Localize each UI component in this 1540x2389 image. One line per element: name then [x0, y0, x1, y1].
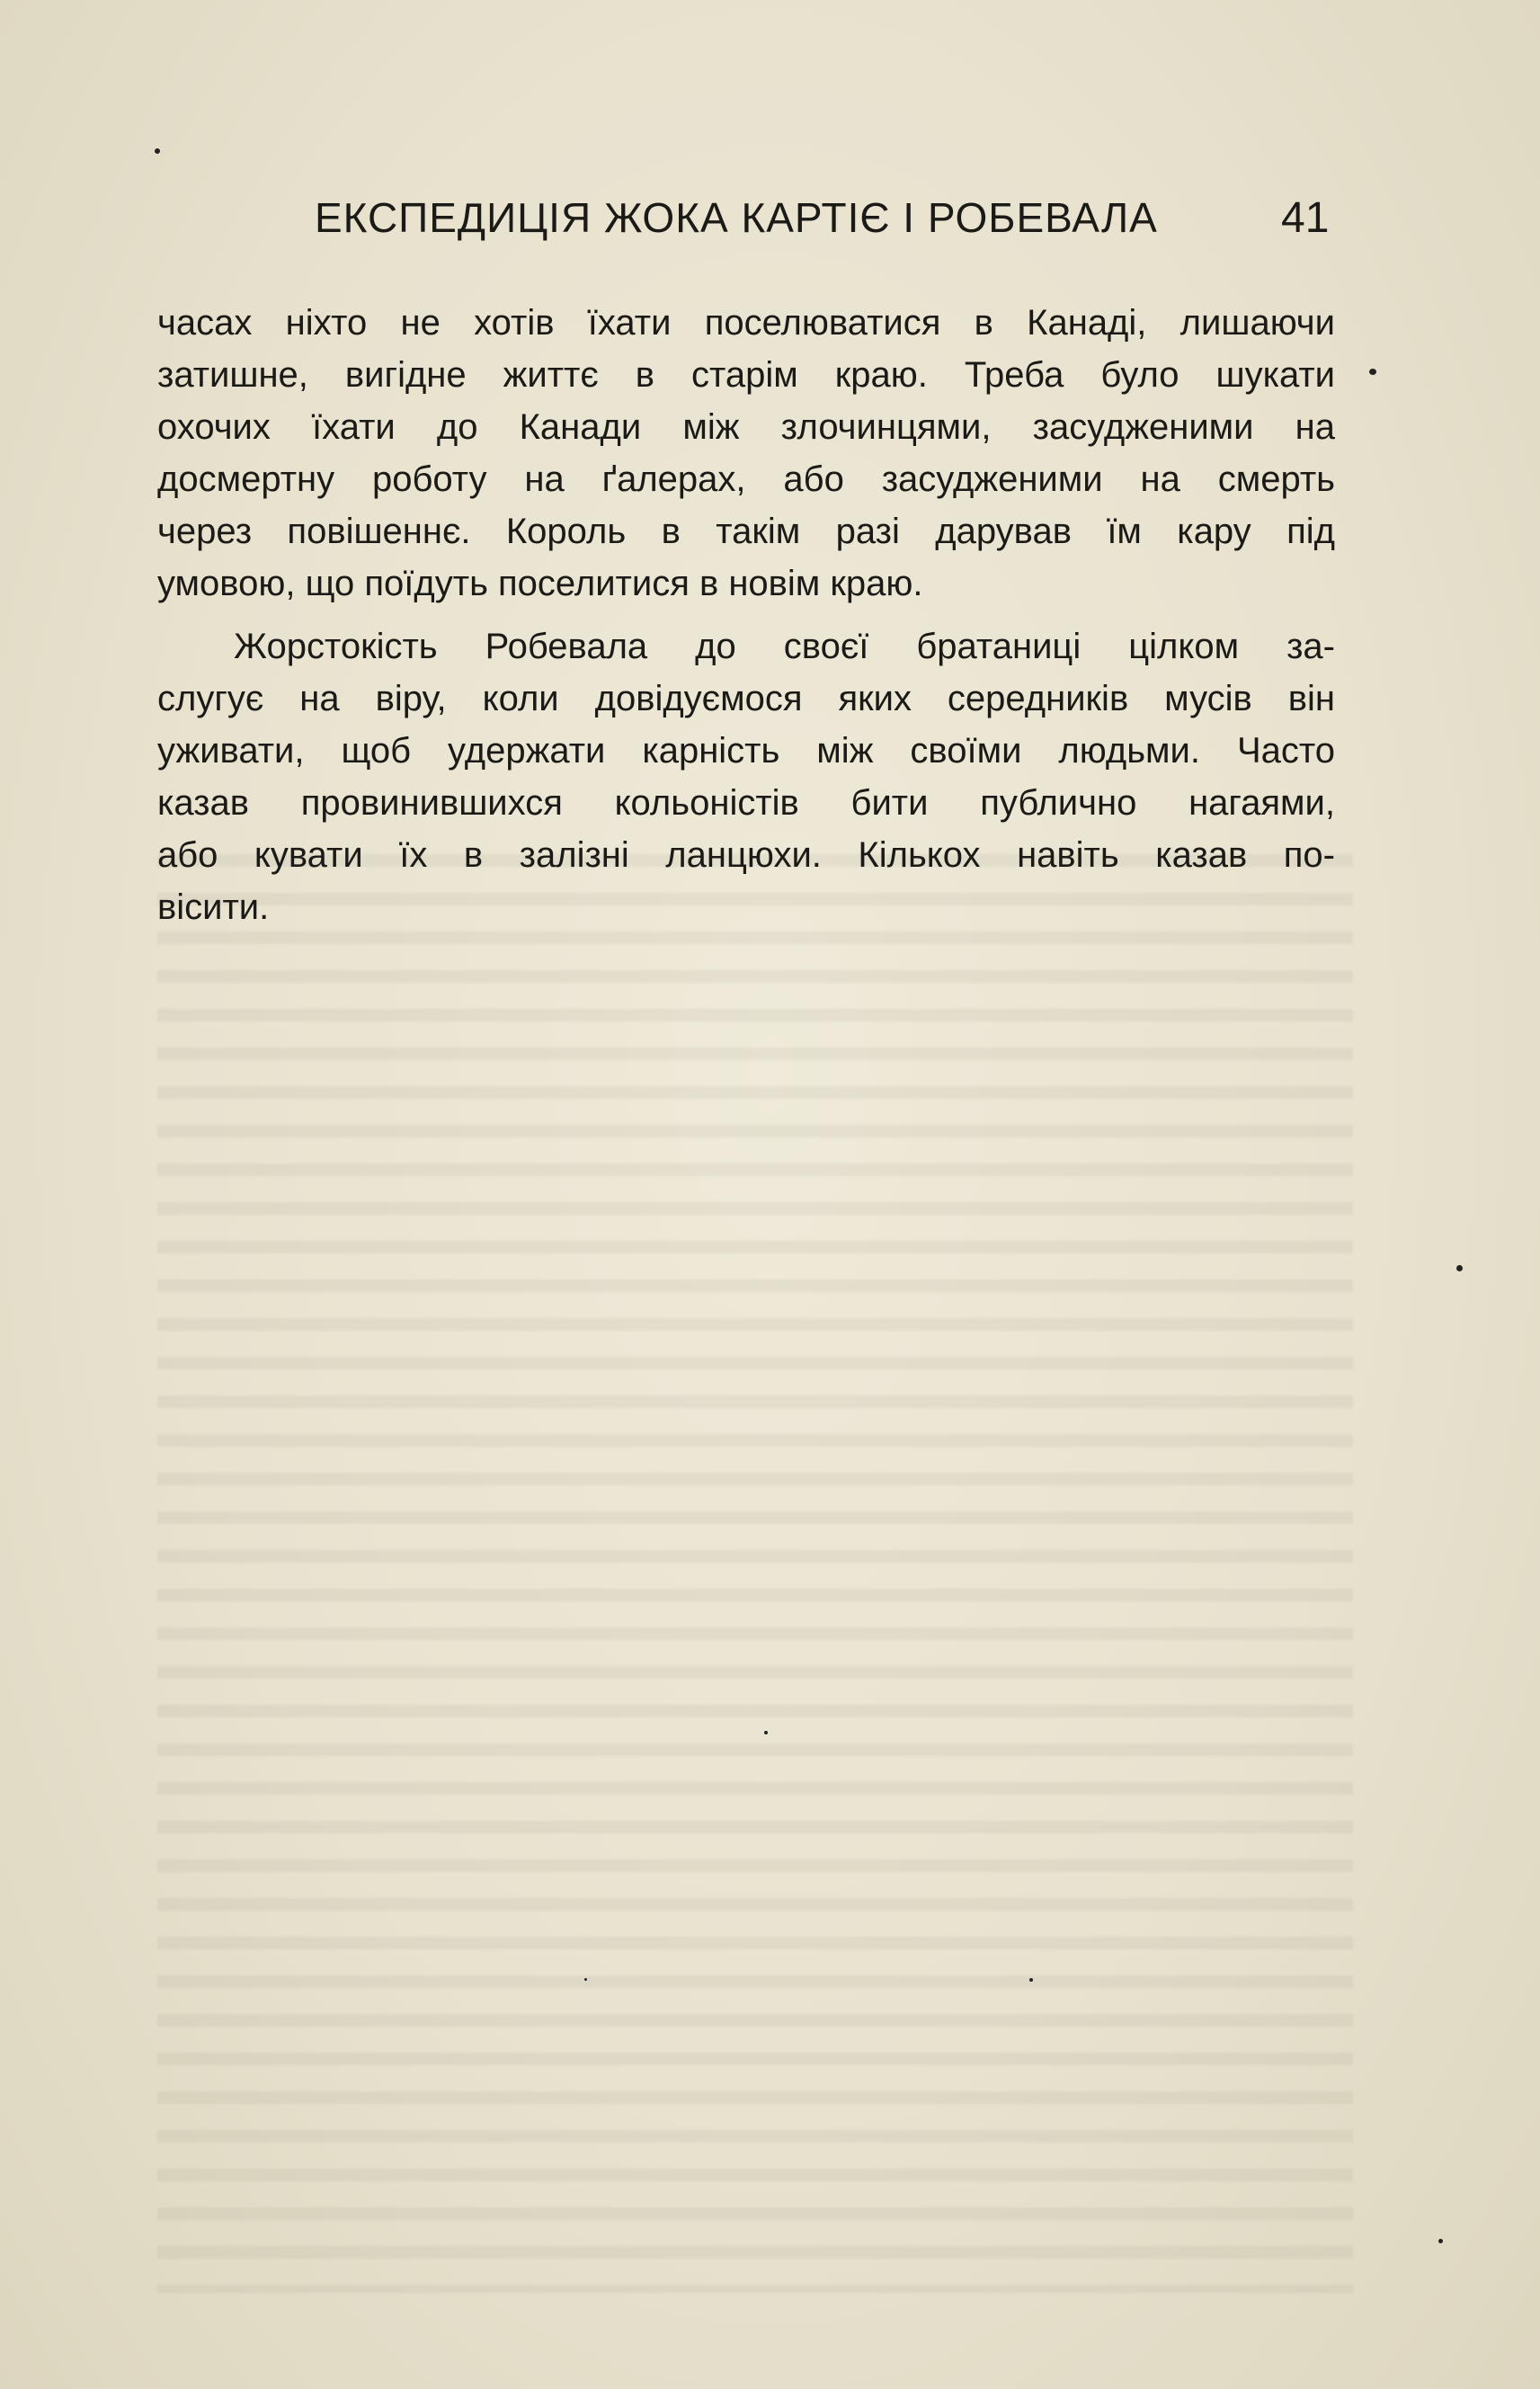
text-line: охочих їхати до Канади між злочинцями, засудженими на [157, 407, 1335, 447]
text-line: затишне, вигідне життє в старім краю. Треба було шукати [157, 355, 1335, 395]
paper-speck [155, 148, 160, 154]
text-line: умовою, що поїдуть поселитися в новім краю. [157, 564, 923, 603]
text-line: вісити. [157, 887, 270, 927]
body-text [157, 297, 1335, 944]
bleed-through-text [157, 854, 1353, 2293]
text-line: Жорстокість Робевала до своєї братаниці цілком за- [234, 627, 1335, 666]
text-line: або кувати їх в залізні ланцюхи. Кількох навіть казав по- [157, 835, 1335, 875]
page-number: 41 [1281, 194, 1330, 242]
text-line: уживати, щоб удержати карність між своїми людьми. Часто [157, 731, 1335, 771]
paper-speck [1029, 1978, 1033, 1982]
paragraph-1 [157, 297, 1335, 610]
text-line: слугує на віру, коли довідуємося яких середників мусів він [157, 679, 1335, 718]
paper-speck [1438, 2239, 1443, 2243]
text-line: казав провинившихся кольоністів бити публично нагаями, [157, 783, 1335, 823]
text-line: часах ніхто не хотів їхати поселюватися в Канаді, лишаючи [157, 303, 1335, 343]
paper-speck [1369, 369, 1376, 375]
paper-speck [584, 1978, 587, 1981]
text-line: через повішеннє. Король в такім разі дарував їм кару під [157, 512, 1335, 551]
paragraph-2 [157, 620, 1335, 933]
running-header: ЕКСПЕДИЦІЯ ЖОКА КАРТІЄ І РОБЕВАЛА [315, 194, 1158, 241]
paper-speck [1456, 1265, 1463, 1271]
paper-speck [764, 1731, 768, 1734]
text-line: досмертну роботу на ґалерах, або засудженими на смерть [157, 459, 1335, 499]
